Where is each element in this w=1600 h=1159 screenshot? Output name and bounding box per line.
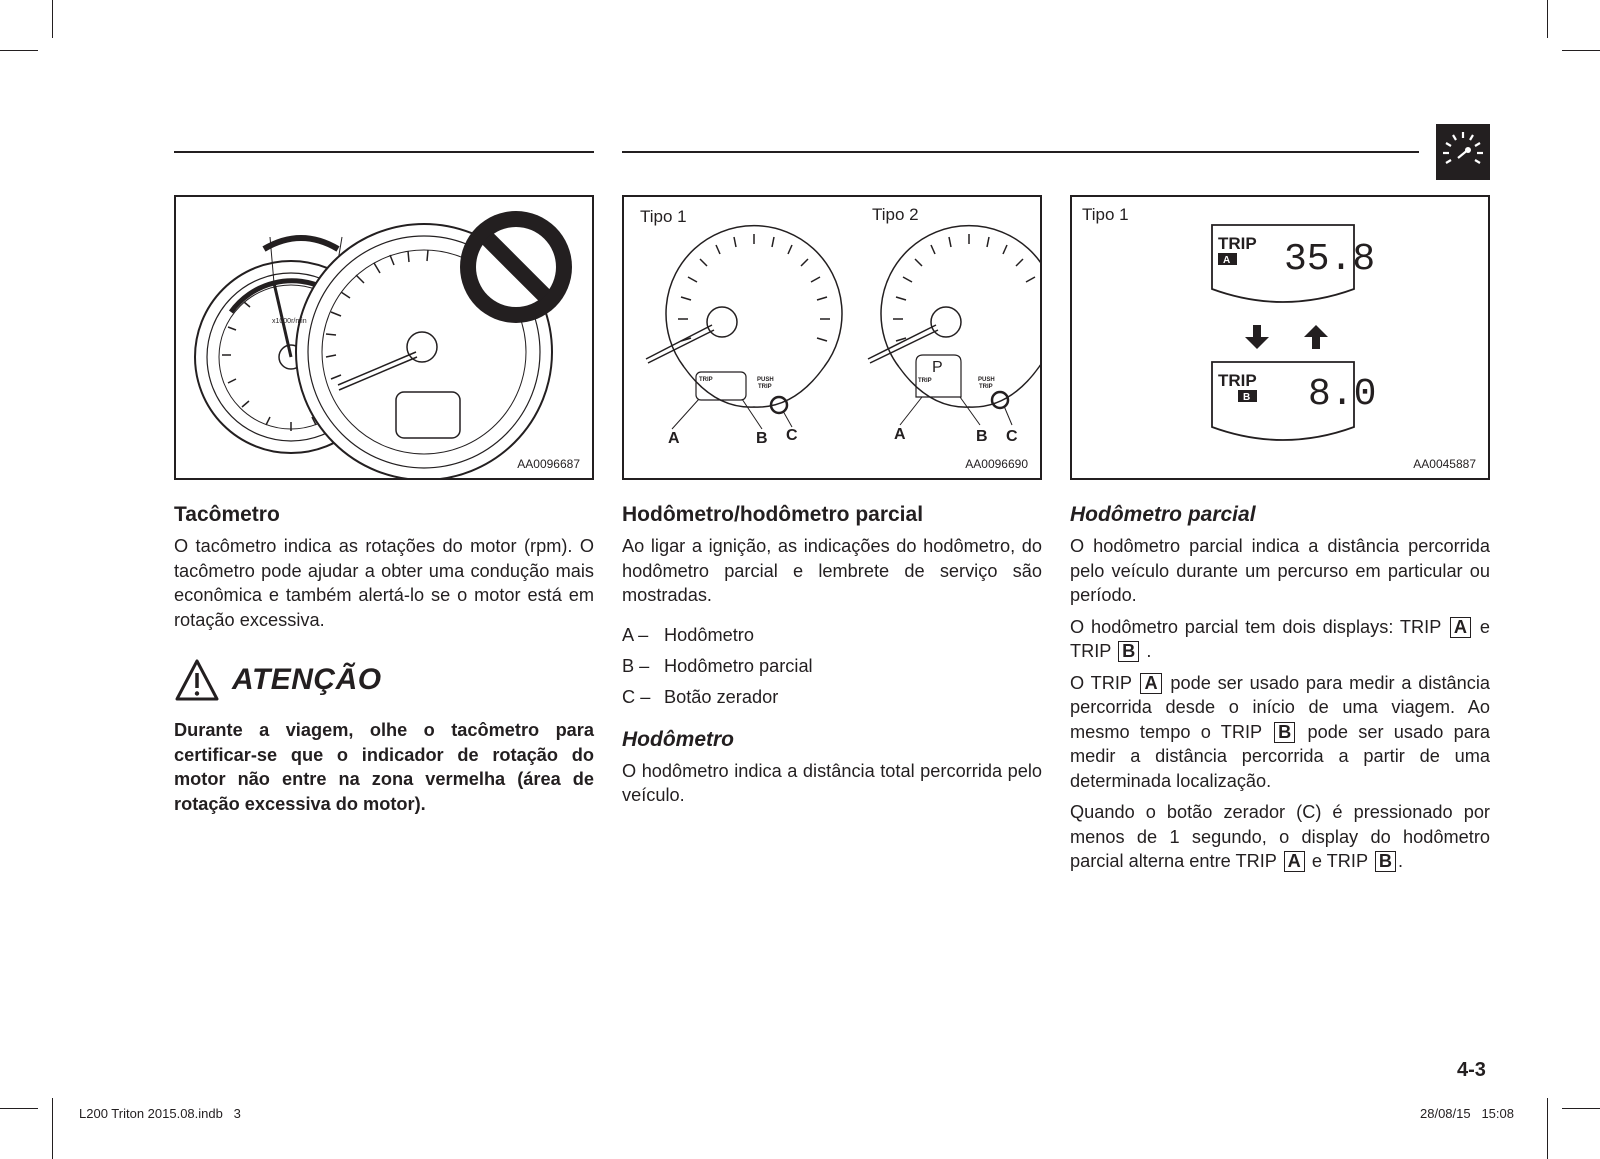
sub-heading: Hodômetro (622, 727, 734, 751)
header-rule (622, 151, 1419, 153)
header-rule (174, 151, 594, 153)
footer-date: 28/08/15 15:08 (1420, 1106, 1514, 1121)
trip-a-box: A (1284, 851, 1305, 872)
paragraph: Ao ligar a ignição, as indicações do hodômetro, do hodômetro parcial e lembrete de serviço são mostradas. (622, 536, 1042, 605)
callout-b: B (756, 430, 768, 447)
trip-odometer-section (1070, 502, 1490, 881)
svg-text:PUSH: PUSH (978, 377, 995, 383)
legend-list (622, 620, 1042, 713)
tachometer-figure (174, 195, 594, 480)
trip-a-box: A (1140, 673, 1161, 694)
warning-triangle-icon (174, 658, 220, 702)
trip-b-box: B (1274, 722, 1295, 743)
crop-mark (1562, 1108, 1600, 1109)
section-heading: Hodômetro/hodômetro parcial (622, 503, 924, 526)
paragraph: O hodômetro parcial tem dois displays: TRIP A e TRIP B . (1070, 616, 1490, 661)
tachometer-section (174, 502, 594, 816)
crop-mark (1547, 0, 1548, 38)
tachometer-scale-label: x1000r/min (272, 318, 307, 325)
svg-text:P: P (932, 359, 943, 376)
odometer-types-figure (622, 195, 1042, 480)
type1-label: Tipo 1 (640, 207, 687, 226)
crop-mark (52, 1098, 53, 1159)
crop-mark (1547, 1098, 1548, 1159)
figure-code: AA0096690 (965, 457, 1028, 471)
crop-mark (52, 0, 53, 38)
type-label: Tipo 1 (1082, 205, 1129, 224)
trip-a-value: 35.8 (1284, 238, 1376, 281)
crop-mark (0, 50, 38, 51)
paragraph: O hodômetro indica a distância total percorrida pelo veículo. (622, 760, 1042, 805)
paragraph: O tacômetro indica as rotações do motor (rpm). O tacômetro pode ajudar a obter uma condução mais econômica e também alertá-lo se o motor está em rotação excessiva. (174, 536, 594, 630)
warning-header (174, 650, 594, 710)
figure-code: AA0045887 (1413, 457, 1476, 471)
list-item: A – Hodômetro (622, 624, 754, 645)
trip-b-box: B (1375, 851, 1396, 872)
paragraph: O TRIP A pode ser usado para medir a distância percorrida desde o início de uma viagem. Ao mesmo tempo o TRIP B pode ser usado para medir a distância percorrida a partir de uma determinada localização. (1070, 672, 1490, 791)
section-heading: Hodômetro parcial (1070, 503, 1256, 526)
warning-title: ATENÇÃO (232, 662, 382, 696)
warning-text: Durante a viagem, olhe o tacômetro para certificar-se que o indicador de rotação do motor não entre na zona vermelha (área de rotação excessiva do motor). (174, 720, 594, 814)
callout-c: C (1006, 428, 1018, 445)
odometer-gauges-illustration (624, 197, 1042, 480)
callout-a: A (894, 426, 906, 443)
svg-text:TRIP: TRIP (979, 384, 993, 390)
trip-a-box: A (1450, 617, 1471, 638)
trip-b-letter: B (1243, 392, 1251, 403)
trip-a-label: TRIP (1218, 234, 1257, 253)
type2-label: Tipo 2 (872, 205, 919, 224)
paragraph: Quando o botão zerador (C) é pressionado por menos de 1 segundo, o display do hodômetro parcial alterna entre TRIP A e TRIP B . (1070, 802, 1490, 871)
crop-mark (0, 1108, 38, 1109)
trip-display-figure (1070, 195, 1490, 480)
speedometer-section-icon (1436, 124, 1490, 180)
paragraph: O hodômetro parcial indica a distância percorrida pelo veículo durante um percurso em particular ou período. (1070, 536, 1490, 605)
trip-lcd-illustration (1072, 197, 1490, 480)
trip-b-label: TRIP (1218, 371, 1257, 390)
list-item: C – Botão zerador (622, 686, 779, 707)
figure-code: AA0096687 (517, 457, 580, 471)
callout-a: A (668, 430, 680, 447)
callout-b: B (976, 428, 988, 445)
trip-a-letter: A (1223, 255, 1231, 266)
list-item: B – Hodômetro parcial (622, 655, 813, 676)
footer-file: L200 Triton 2015.08.indb 3 (79, 1106, 241, 1121)
svg-text:TRIP: TRIP (918, 378, 932, 384)
svg-text:PUSH: PUSH (757, 377, 774, 383)
page-number: 4-3 (1457, 1059, 1486, 1081)
svg-text:TRIP: TRIP (699, 377, 713, 383)
odometer-section (622, 502, 1042, 815)
arrow-up-icon (1304, 325, 1328, 349)
callout-c: C (786, 427, 798, 444)
crop-mark (1562, 50, 1600, 51)
trip-b-box: B (1118, 641, 1139, 662)
section-heading: Tacômetro (174, 503, 280, 526)
svg-text:TRIP: TRIP (758, 384, 772, 390)
arrow-down-icon (1245, 325, 1269, 349)
trip-b-value: 8.0 (1308, 373, 1377, 416)
tachometer-illustration (176, 197, 594, 480)
